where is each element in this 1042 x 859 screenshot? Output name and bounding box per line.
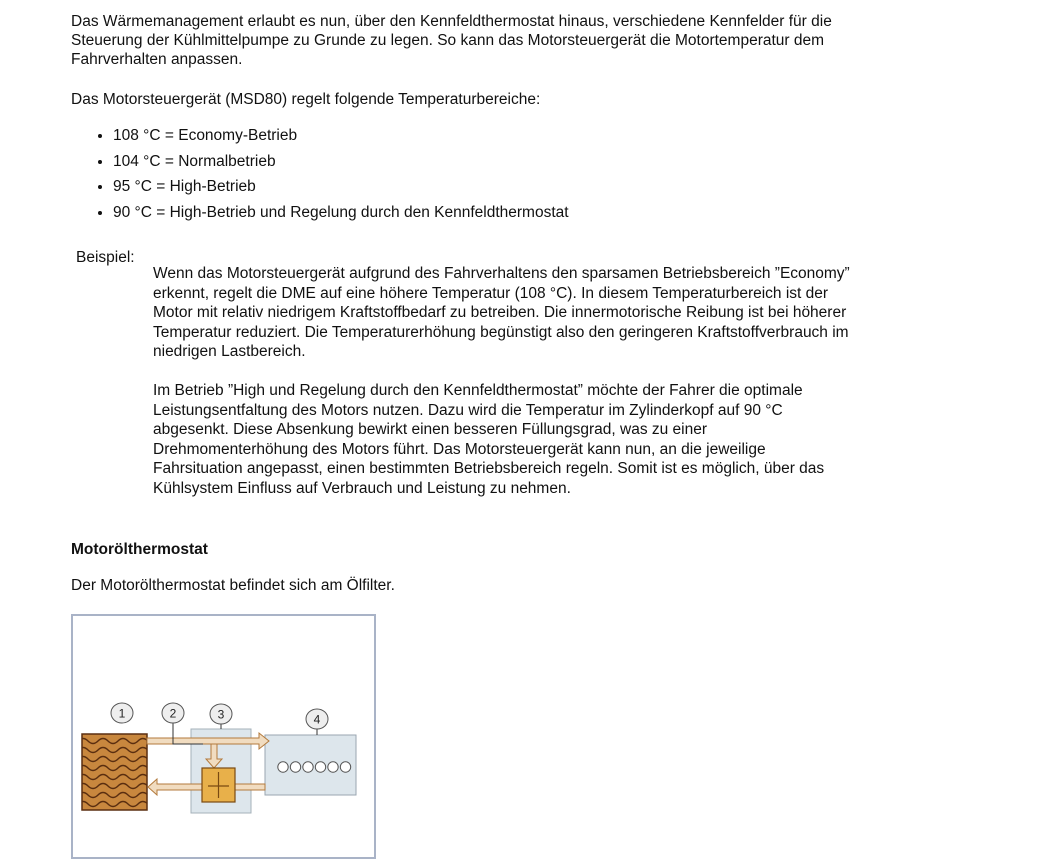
intro-line: Fahrverhalten anpassen. [71, 51, 243, 68]
temperature-range-list [71, 126, 569, 228]
list-item: • 95 °C = High-Betrieb [113, 177, 569, 203]
example-line: niedrigen Lastbereich. [153, 343, 306, 360]
example-line: Leistungsentfaltung des Motors nutzen. Dazu wird die Temperatur im Zylinderkopf auf 90 °C [153, 401, 783, 419]
list-item: • 104 °C = Normalbetrieb [113, 152, 569, 178]
diagram-svg [73, 616, 374, 857]
example-line: Fahrsituation angepasst, einen bestimmten Betriebsbereich regeln. Somit ist es möglich, über das [153, 460, 825, 477]
callout-3-label: 3 [217, 707, 225, 722]
example-line: Temperatur reduziert. Die Temperaturerhöhung begünstigt also den geringeren Kraftstoffverbrauch im [153, 323, 849, 341]
oil-thermostat-diagram [71, 614, 376, 859]
list-item: • 90 °C = High-Betrieb und Regelung durch den Kennfeldthermostat [113, 203, 569, 229]
intro-paragraph [71, 12, 971, 69]
example-paragraph-economy [153, 264, 953, 362]
example-line: abgesenkt. Diese Absenkung bewirkt einen besseren Füllungsgrad, was zu einer [153, 421, 708, 438]
lead-paragraph: Das Motorsteuergerät (MSD80) regelt folgende Temperaturbereiche: [71, 91, 541, 108]
callout-3 [210, 704, 232, 724]
example-line: Im Betrieb ”High und Regelung durch den Kennfeldthermostat” möchte der Fahrer die optimale [153, 382, 803, 399]
callout-4-label: 4 [313, 712, 321, 727]
oil-cooler [82, 734, 147, 810]
example-line: Motor mit relativ niedrigem Kraftstoffbedarf zu betreiben. Die innermotorische Reibung ist bei höherer [153, 304, 847, 321]
section-heading: Motorölthermostat [71, 541, 208, 558]
example-label: Beispiel: [76, 249, 135, 266]
callout-4 [306, 709, 328, 729]
list-item: • 108 °C = Economy-Betrieb [113, 126, 569, 152]
example-line: Drehmomenterhöhung des Motors führt. Das Motorsteuergerät kann nun, an die jeweilige [153, 440, 766, 458]
callout-2-label: 2 [169, 706, 177, 721]
callout-1 [111, 703, 133, 723]
section-text: Der Motorölthermostat befindet sich am Ölfilter. [71, 577, 395, 594]
example-paragraph-high [153, 381, 943, 498]
callout-2 [162, 703, 184, 723]
example-line: erkennt, regelt die DME auf eine höhere Temperatur (108 °C). In diesem Temperaturbereich ist der [153, 284, 829, 302]
example-line: Kühlsystem Einfluss auf Verbrauch und Leistung zu nehmen. [153, 479, 571, 497]
intro-line: Das Wärmemanagement erlaubt es nun, über den Kennfeldthermostat hinaus, verschiedene Kennfelder für die [71, 13, 832, 30]
callout-1-label: 1 [118, 706, 126, 721]
example-line: Wenn das Motorsteuergerät aufgrund des Fahrverhaltens den sparsamen Betriebsbereich ”Economy” [153, 265, 850, 282]
intro-line: Steuerung der Kühlmittelpumpe zu Grunde zu legen. So kann das Motorsteuergerät die Motortemperatur dem [71, 32, 825, 49]
